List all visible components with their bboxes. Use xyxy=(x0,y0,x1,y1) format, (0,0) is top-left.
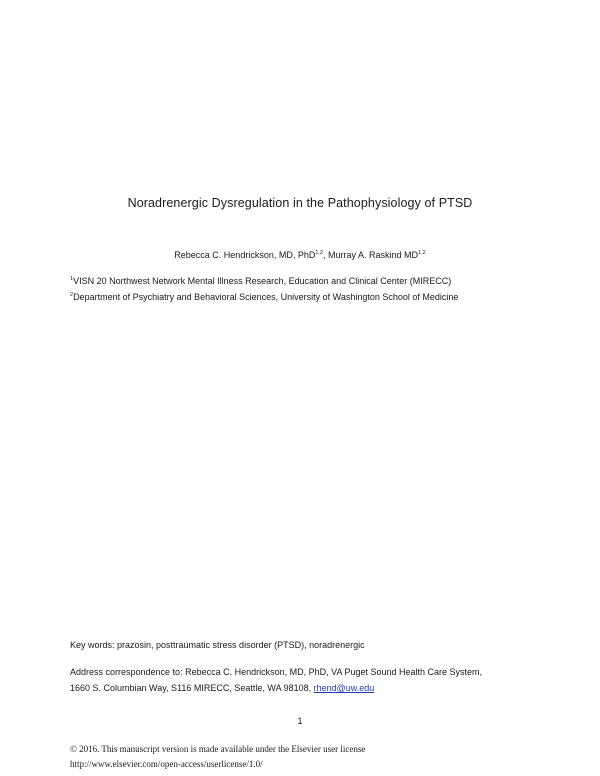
author-line xyxy=(0,250,600,260)
license-notice xyxy=(70,742,365,772)
affiliation-mark: 2 xyxy=(70,292,74,298)
address-line-2 xyxy=(70,680,482,696)
author-separator: , xyxy=(323,250,329,260)
correspondence-address xyxy=(70,664,482,696)
affiliation-1 xyxy=(70,276,451,286)
affiliation-text: Department of Psychiatry and Behavioral Sciences, University of Washington School of Medicine xyxy=(73,292,459,302)
author-name: Murray A. Raskind MD xyxy=(328,250,419,260)
author-affiliation-mark: 1,2 xyxy=(315,250,323,256)
affiliation-2 xyxy=(70,292,458,302)
affiliation-text: VISN 20 Northwest Network Mental Illness Research, Education and Clinical Center (MIRECC) xyxy=(73,276,452,286)
address-line-1: Address correspondence to: Rebecca C. Hendrickson, MD, PhD, VA Puget Sound Health Care System, xyxy=(70,667,483,677)
affiliation-mark: 1 xyxy=(70,276,74,282)
paper-title: Noradrenergic Dysregulation in the Pathophysiology of PTSD xyxy=(127,196,473,210)
keywords: Key words: prazosin, posttraumatic stress disorder (PTSD), noradrenergic xyxy=(70,640,365,650)
author-affiliation-mark: 1,2 xyxy=(418,250,426,256)
license-line-1: © 2016. This manuscript version is made available under the Elsevier user license xyxy=(70,744,366,754)
author-name: Rebecca C. Hendrickson, MD, PhD xyxy=(174,250,316,260)
page-number: 1 xyxy=(297,716,303,726)
email-link[interactable]: rhend@uw.edu xyxy=(313,683,375,693)
address-line-2-text: 1660 S. Columbian Way, S116 MIRECC, Seattle, WA 98108, xyxy=(70,683,314,693)
license-url: http://www.elsevier.com/open-access/userlicense/1.0/ xyxy=(70,759,263,769)
